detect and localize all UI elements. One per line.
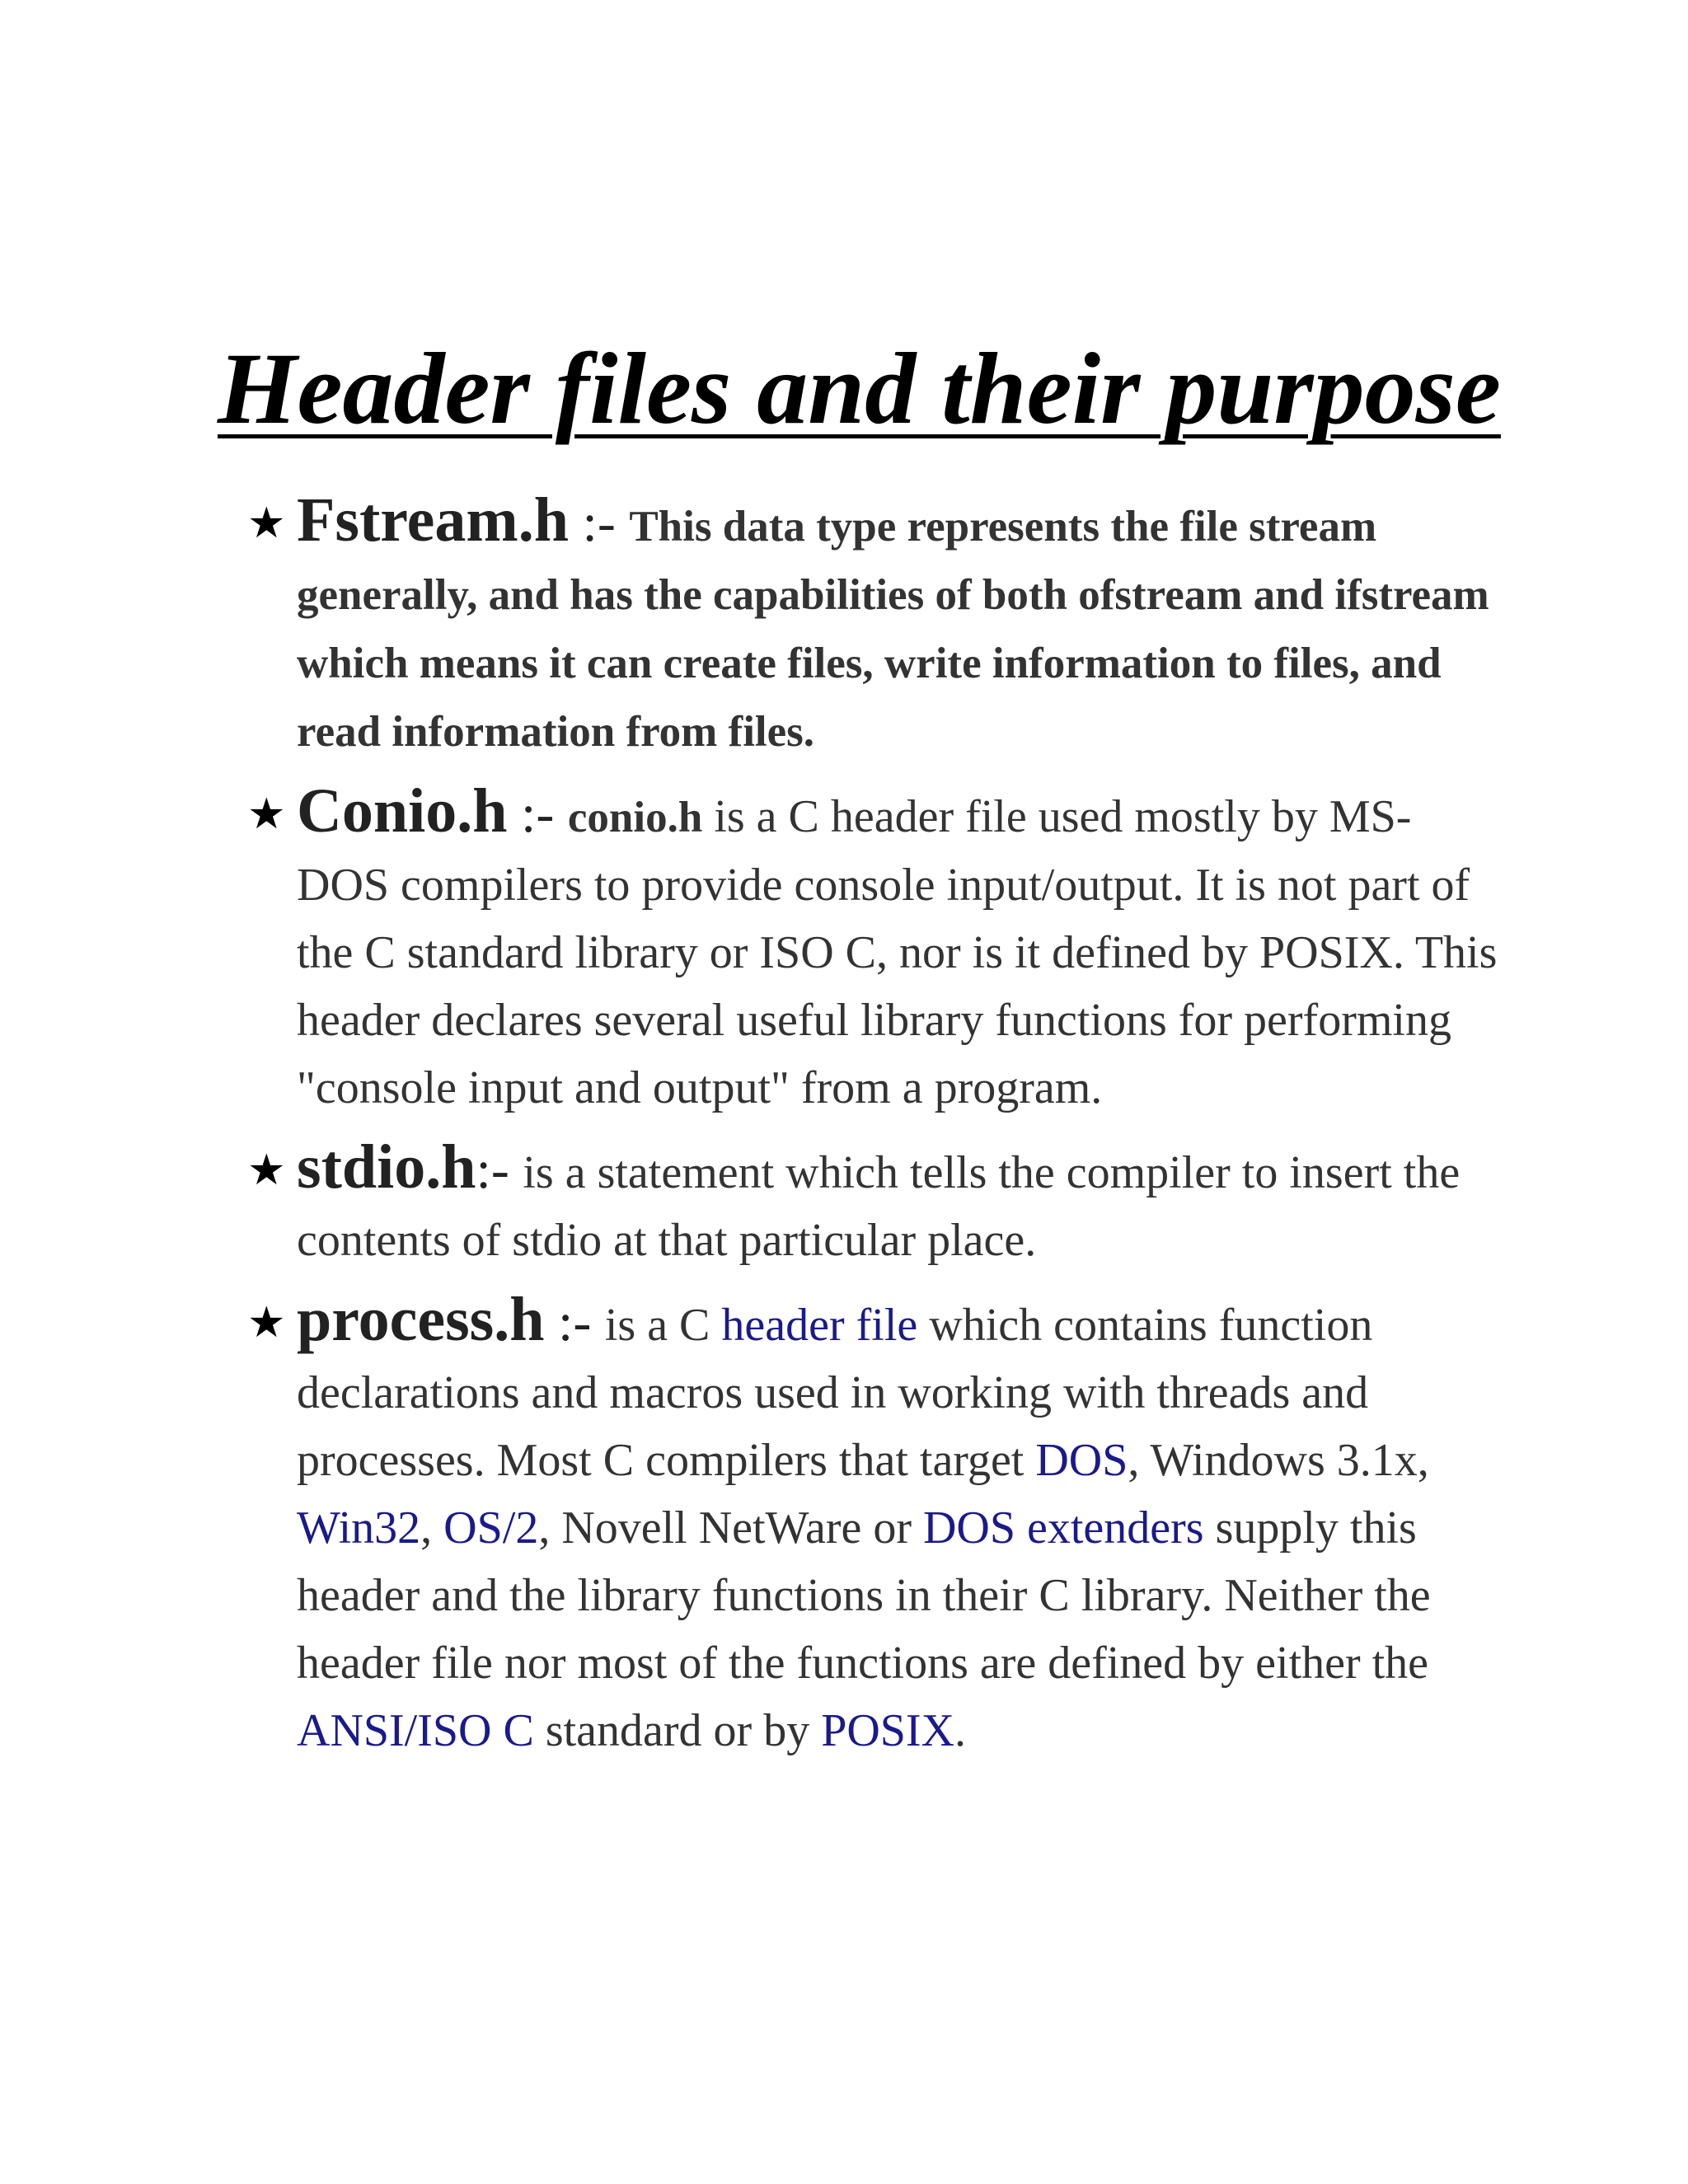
list-item-stdio <box>247 1133 1500 1274</box>
header-file-list <box>247 486 1500 1776</box>
list-item-fstream <box>247 486 1500 766</box>
star-bullet-icon: ★ <box>247 1298 286 1347</box>
list-item-process <box>247 1286 1500 1765</box>
page-title: Header files and their purpose <box>218 332 1501 445</box>
star-bullet-icon: ★ <box>247 499 286 548</box>
term-label: process.h <box>297 1285 545 1354</box>
term-label: Fstream.h <box>297 485 569 555</box>
description-text: This data type represents the file stream generally, and has the capabilities of both ofstream and ifstream which means it can create files, write information to files, and read information from files. <box>297 503 1489 756</box>
star-bullet-icon: ★ <box>247 1146 286 1195</box>
link-posix[interactable]: POSIX <box>821 1705 955 1756</box>
link-win32[interactable]: Win32 <box>297 1502 421 1554</box>
description-text: is a C <box>604 1300 722 1351</box>
star-bullet-icon: ★ <box>247 790 286 839</box>
description-text: , <box>420 1502 444 1554</box>
term-separator: :- <box>507 784 568 844</box>
list-item-conio <box>247 777 1500 1122</box>
description-lead: conio.h <box>567 794 703 841</box>
description-text: standard or by <box>533 1705 822 1756</box>
term-label: Conio.h <box>297 776 508 846</box>
term-separator: :- <box>568 493 630 553</box>
term-label: stdio.h <box>297 1132 476 1202</box>
link-dos-extenders[interactable]: DOS extenders <box>922 1502 1204 1554</box>
term-separator: :- <box>476 1140 523 1200</box>
description-text: is a C header file used mostly by MS-DOS compilers to provide console input/output. It is not part of the C standard library or ISO C, nor is it defined by POSIX. This header declares several useful library functions for performing "console input and output" from a program. <box>297 791 1498 1113</box>
description-text: which contains function declarations and macros used in working with threads and processes. Most C compilers that target <box>297 1300 1373 1486</box>
link-header-file[interactable]: header file <box>721 1300 918 1351</box>
description-text: , Novell NetWare or <box>538 1502 923 1554</box>
description-text: supply this header and the library functions in their C library. Neither the header file nor most of the functions are defined by either the <box>297 1502 1431 1689</box>
term-separator: :- <box>544 1292 605 1352</box>
link-os2[interactable]: OS/2 <box>443 1502 539 1554</box>
description-text: . <box>954 1705 967 1756</box>
description-text: is a statement which tells the compiler to insert the contents of stdio at that particular place. <box>297 1147 1461 1266</box>
link-dos[interactable]: DOS <box>1035 1435 1128 1486</box>
link-ansi-iso-c[interactable]: ANSI/ISO C <box>297 1705 534 1756</box>
description-text: , Windows 3.1x, <box>1128 1435 1429 1486</box>
